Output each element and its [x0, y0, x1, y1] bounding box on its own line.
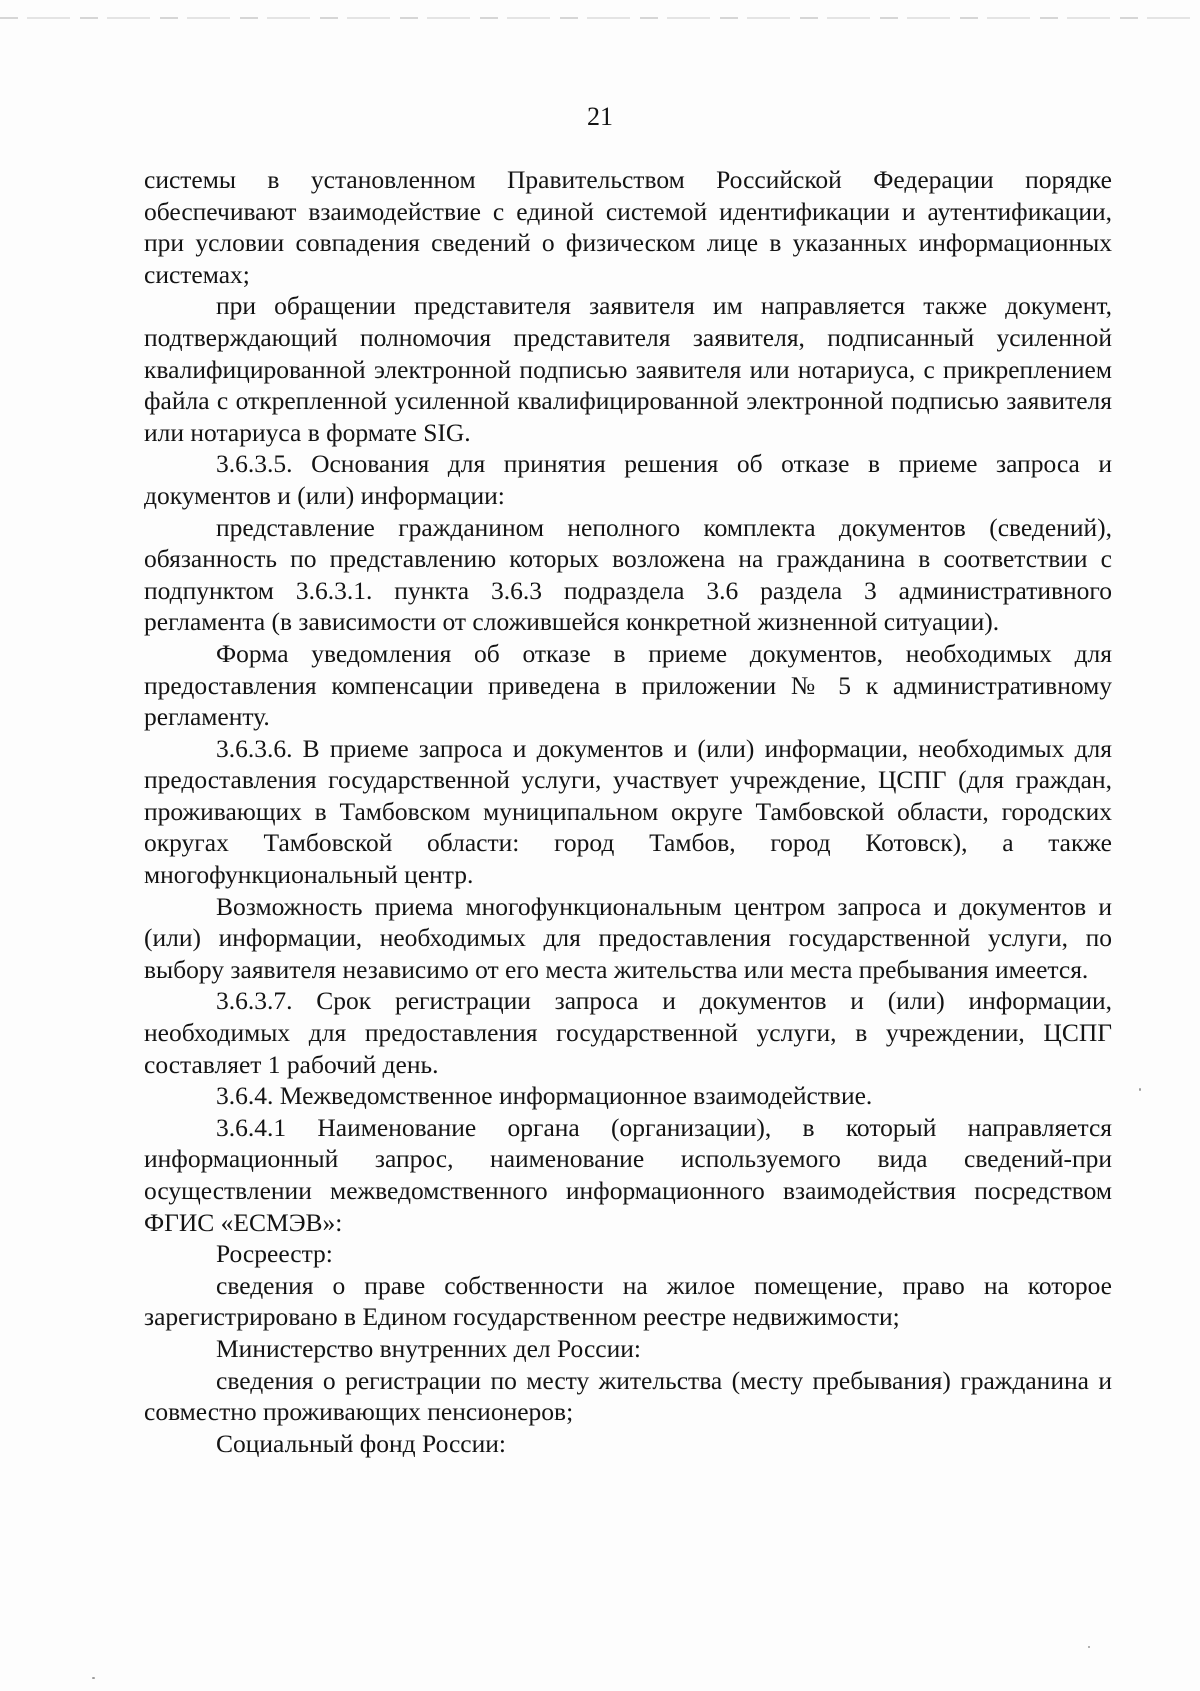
scan-speck [1088, 1646, 1090, 1648]
paragraph-15: Социальный фонд России: [216, 1428, 506, 1458]
paragraph-14: сведения о регистрации по месту жительства (месту пребывания) гражданина и совместно проживающих пенсионеров; [144, 1365, 1112, 1427]
paragraph-10: 3.6.4.1 Наименование органа (организации), в который направляется информационный запрос, наименование используемого вида сведений-при осуществлении межведомственного информационного взаимодействия посредством ФГИС «ЕСМЭВ»: [144, 1112, 1112, 1237]
paragraph-3: 3.6.3.5. Основания для принятия решения об отказе в приеме запроса и документов и (или) информации: [144, 449, 1112, 510]
paragraph-2: при обращении представителя заявителя им направляется также документ, подтверждающий полномочия представителя заявителя, подписанный усиленной квалифицированной электронной подписью заявителя или нотариуса, с прикреплением файла с открепленной усиленной квалифицированной электронной подписью заявителя или нотариуса в формате SIG. [144, 291, 1112, 447]
page-number: 21 [587, 102, 613, 131]
scan-artifact-line [0, 17, 1200, 19]
paragraph-11: Росреестр: [216, 1239, 333, 1269]
paragraph-9: 3.6.4. Межведомственное информационное взаимодействие. [216, 1081, 873, 1111]
paragraph-13: Министерство внутренних дел России: [216, 1333, 641, 1363]
paragraph-7: Возможность приема многофункциональным центром запроса и документов и (или) информации, необходимых для предоставления государственной услуги, по выбору заявителя независимо от его места жительства или места пребывания имеется. [144, 891, 1112, 984]
document-body [144, 164, 1112, 1459]
paragraph-12: сведения о праве собственности на жилое помещение, право на которое зарегистрировано в Едином государственном реестре недвижимости; [144, 1270, 1112, 1332]
scan-speck [92, 1677, 95, 1679]
paragraph-8: 3.6.3.7. Срок регистрации запроса и документов и (или) информации, необходимых для предоставления государственной услуги, в учреждении, ЦСПГ составляет 1 рабочий день. [144, 986, 1112, 1079]
paragraph-4: представление гражданином неполного комплекта документов (сведений), обязанность по представлению которых возложена на гражданина в соответствии с подпунктом 3.6.3.1. пункта 3.6.3 подраздела 3.6 раздела 3 административного регламента (в зависимости от сложившейся конкретной жизненной ситуации). [144, 512, 1112, 637]
scan-speck [1139, 1088, 1141, 1091]
paragraph-5: Форма уведомления об отказе в приеме документов, необходимых для предоставления компенсации приведена в приложении № 5 к административному регламенту. [144, 638, 1112, 732]
paragraph-6: 3.6.3.6. В приеме запроса и документов и (или) информации, необходимых для предоставления государственной услуги, участвует учреждение, ЦСПГ (для граждан, проживающих в Тамбовском муниципальном округе Тамбовской области, городских округах Тамбовской области: город Тамбов, город Котовск), а также многофункциональный центр. [144, 733, 1112, 890]
paragraph-1: системы в установленном Правительством Российской Федерации порядке обеспечивают взаимодействие с единой системой идентификации и аутентификации, при условии совпадения сведений о физическом лице в указанных информационных системах; [144, 165, 1112, 289]
